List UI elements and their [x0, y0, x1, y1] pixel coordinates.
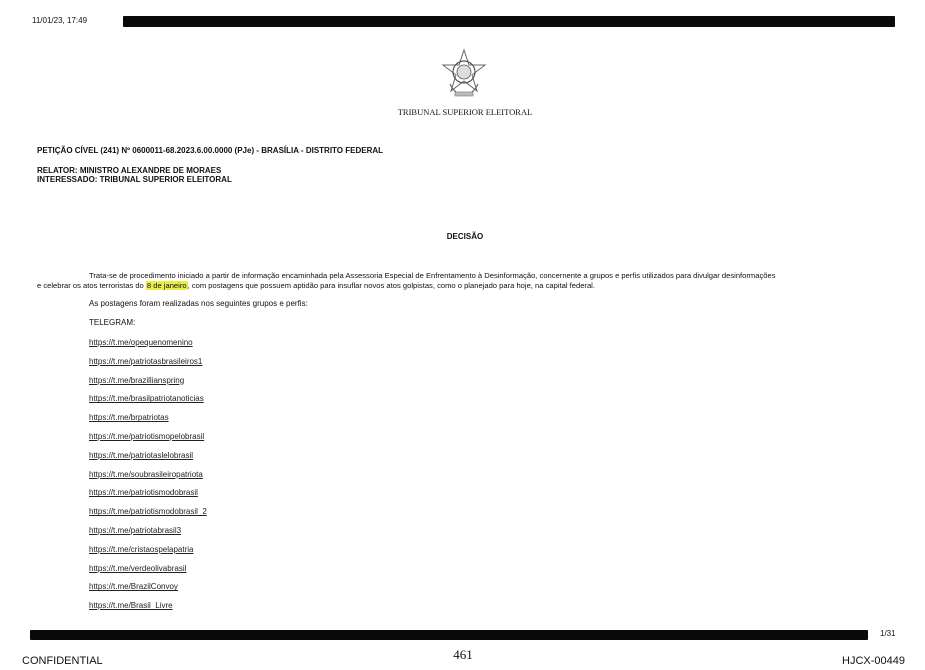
date-highlight: 8 de janeiro: [146, 281, 187, 290]
telegram-link[interactable]: https://t.me/verdeolivabrasil: [89, 563, 187, 573]
page-fraction: 1/31: [880, 629, 896, 638]
case-title: PETIÇÃO CÍVEL (241) Nº 0600011-68.2023.6.00.0000 (PJe) - BRASÍLIA - DISTRITO FEDERAL: [37, 146, 384, 155]
telegram-link[interactable]: https://t.me/opequenomenino: [89, 338, 193, 347]
case-relator: RELATOR: MINISTRO ALEXANDRE DE MORAES: [37, 166, 222, 175]
telegram-link[interactable]: https://t.me/BrazilConvoy: [89, 582, 178, 592]
link-item: [89, 430, 207, 449]
link-item: [89, 580, 207, 599]
telegram-link[interactable]: https://t.me/patriotabrasil3: [89, 525, 182, 535]
telegram-link[interactable]: https://t.me/patriotasbrasileiros1: [89, 356, 203, 366]
redaction-bar-bottom: [30, 630, 868, 640]
link-item: [89, 411, 207, 430]
confidential-label: CONFIDENTIAL: [22, 655, 103, 667]
telegram-link[interactable]: https://t.me/patriotismopelobrasil: [89, 431, 205, 441]
telegram-link[interactable]: https://t.me/Brasil_Livre: [89, 601, 173, 611]
link-item: [89, 562, 207, 581]
link-item: [89, 486, 207, 505]
link-item: [89, 505, 207, 524]
paragraph-2: As postagens foram realizadas nos seguintes grupos e perfis:: [89, 299, 308, 308]
telegram-link[interactable]: https://t.me/cristaospelapatria: [89, 544, 194, 554]
telegram-link[interactable]: https://t.me/brazillianspring: [89, 375, 185, 385]
telegram-link-list: [89, 336, 207, 618]
coat-of-arms-brazil-icon: [440, 48, 488, 100]
telegram-link[interactable]: https://t.me/patriotismodobrasil: [89, 488, 198, 498]
telegram-link[interactable]: https://t.me/patriotaslelobrasil: [89, 450, 194, 460]
link-item: [89, 543, 207, 562]
telegram-link[interactable]: https://t.me/brasilpatriotanoticias: [89, 394, 204, 404]
platform-label: TELEGRAM:: [89, 318, 136, 327]
telegram-link[interactable]: https://t.me/soubrasileiropatriota: [89, 469, 203, 479]
case-interessado: INTERESSADO: TRIBUNAL SUPERIOR ELEITORAL: [37, 175, 232, 184]
court-name: TRIBUNAL SUPERIOR ELEITORAL: [397, 107, 533, 117]
link-item: [89, 599, 207, 618]
telegram-link[interactable]: https://t.me/patriotismodobrasil_2: [89, 507, 207, 517]
paragraph-1-line-1: Trata-se de procedimento iniciado a partir de informação encaminhada pela Assessoria Especial de Enfrentamento à Desinformação, concernente a grupos e perfis utilizados para divulgar desinformações: [89, 271, 776, 280]
link-item: [89, 449, 207, 468]
link-item: [89, 336, 207, 355]
redaction-bar-top: [123, 16, 895, 27]
document-id: HJCX-00449: [842, 655, 905, 667]
page-number: 461: [453, 647, 473, 662]
telegram-link[interactable]: https://t.me/brpatriotas: [89, 413, 169, 423]
paragraph-1-text-after: , com postagens que possuem aptidão para insuflar novos atos golpistas, como o planejado para hoje, na capital federal.: [187, 281, 595, 290]
paragraph-1-text-before: e celebrar os atos terroristas do: [37, 281, 146, 290]
decision-heading: DECISÃO: [446, 232, 484, 241]
link-item: [89, 392, 207, 411]
link-item: [89, 355, 207, 374]
link-item: [89, 524, 207, 543]
timestamp: 11/01/23, 17:49: [32, 16, 88, 25]
link-item: [89, 374, 207, 393]
paragraph-1-line-2: [37, 281, 595, 290]
link-item: [89, 468, 207, 487]
